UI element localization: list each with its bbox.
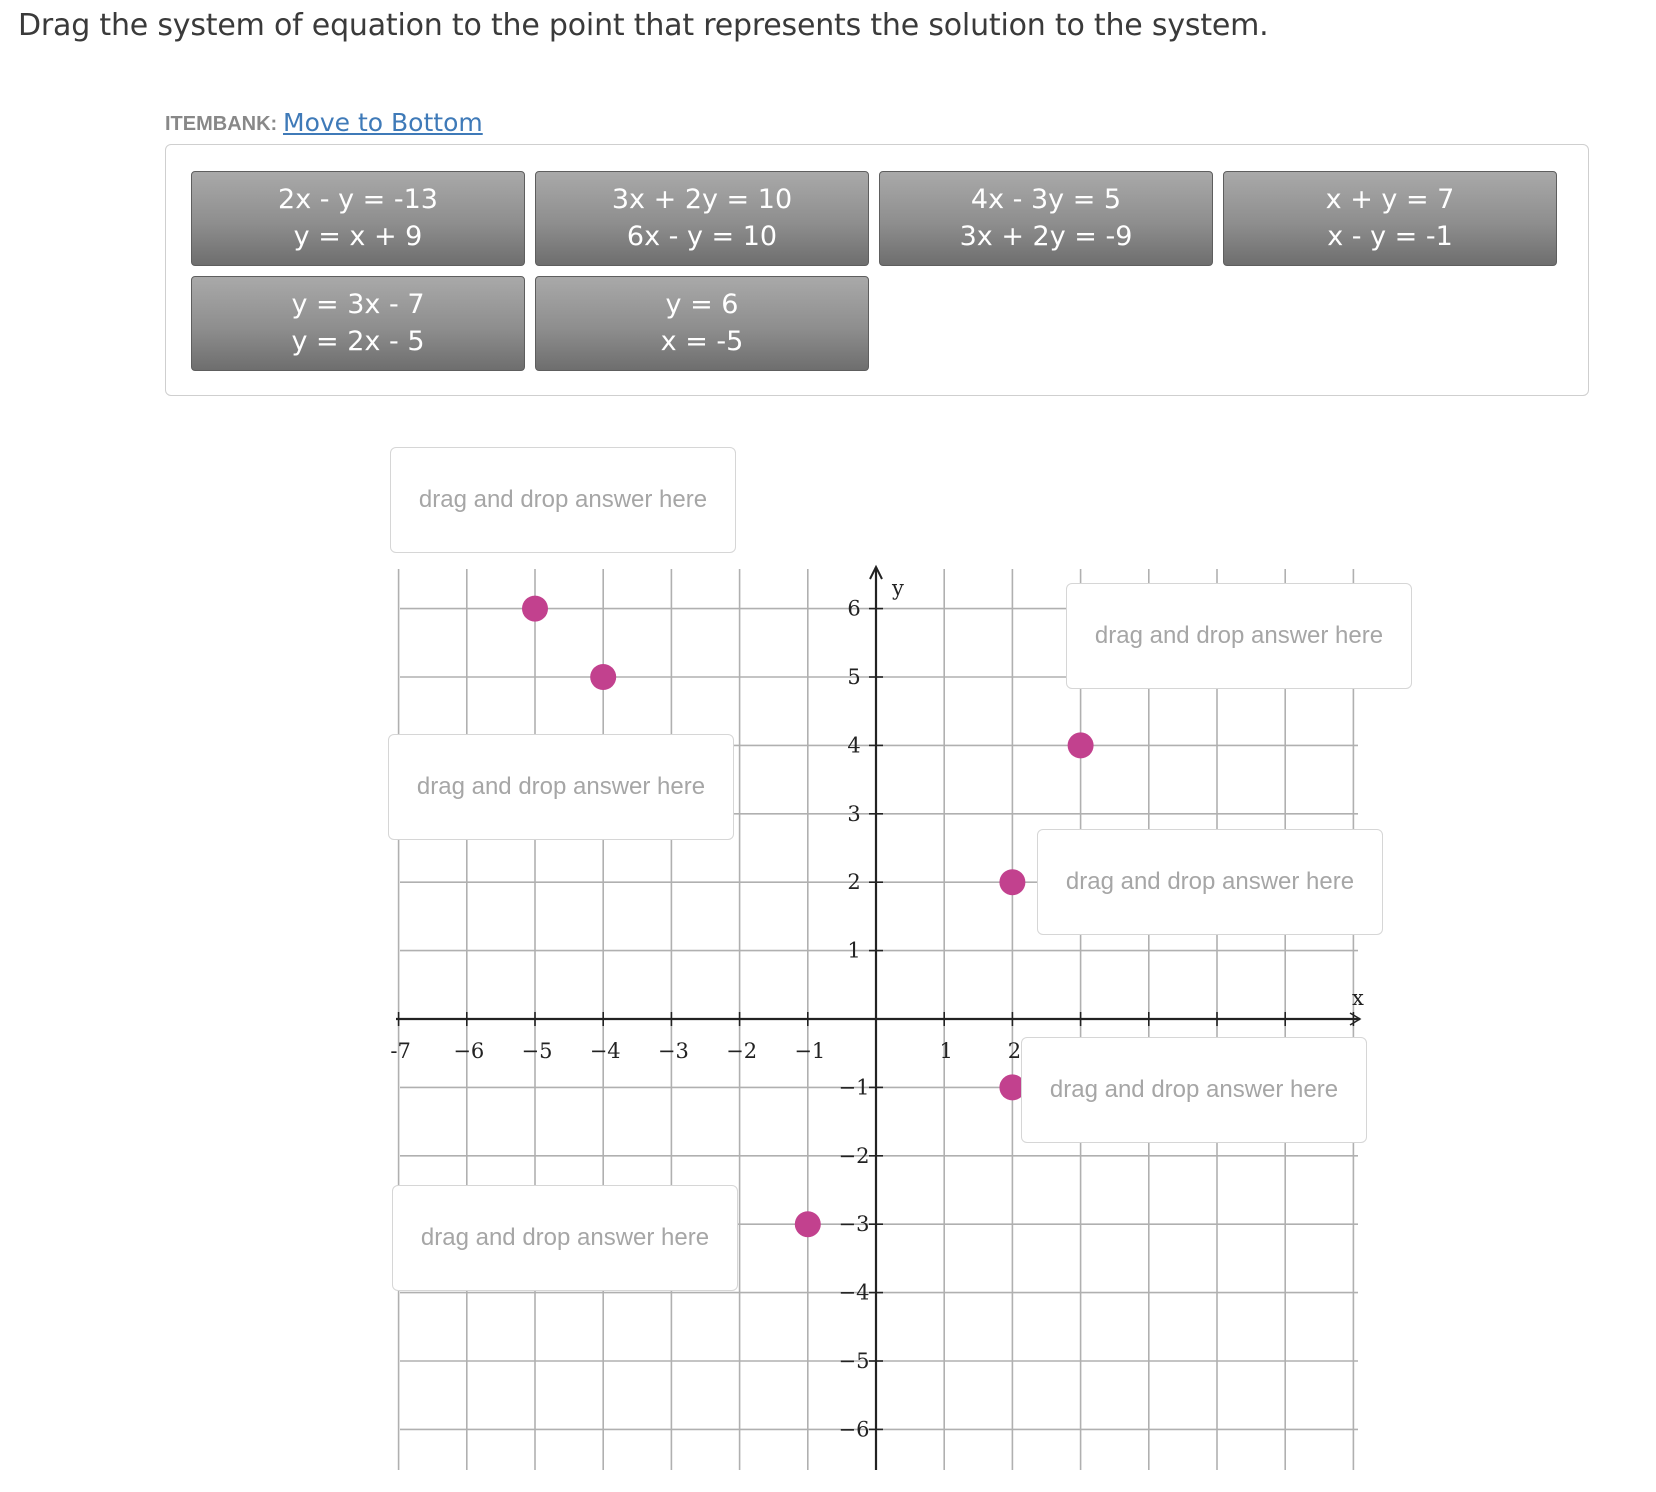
y-tick-label: −3 — [838, 1212, 870, 1237]
drop-zone-6[interactable]: drag and drop answer here — [392, 1185, 738, 1291]
tile-equation-line: x = -5 — [660, 326, 744, 357]
solution-point — [590, 664, 616, 690]
tile-equation-line: 3x + 2y = -9 — [959, 221, 1133, 252]
x-tick-label: −2 — [726, 1039, 758, 1063]
drop-zone-2[interactable]: drag and drop answer here — [1066, 583, 1412, 689]
solution-point — [999, 869, 1025, 895]
drop-zone-3[interactable]: drag and drop answer here — [388, 734, 734, 840]
x-tick-label: 1 — [939, 1039, 953, 1063]
y-tick-label: 2 — [847, 870, 861, 895]
tile-equation-line: y = x + 9 — [293, 221, 423, 252]
tile-equation-line: 4x - 3y = 5 — [970, 184, 1122, 215]
question-prompt: Drag the system of equation to the point that represents the solution to the system. — [18, 8, 1269, 43]
y-tick-label: 5 — [847, 665, 861, 689]
y-tick-label: 3 — [847, 801, 861, 826]
x-tick-label: −6 — [453, 1039, 485, 1063]
x-tick-label: −3 — [657, 1039, 689, 1063]
solution-point — [522, 596, 548, 622]
tile-equation-line: y = 3x - 7 — [291, 289, 425, 320]
move-to-bottom-link[interactable]: Move to Bottom — [283, 108, 483, 137]
x-tick-label: −4 — [589, 1039, 621, 1063]
drop-zone-5[interactable]: drag and drop answer here — [1021, 1037, 1367, 1143]
y-tick-label: 4 — [847, 733, 861, 758]
y-tick-label: −5 — [838, 1349, 870, 1373]
y-tick-label: 6 — [847, 596, 861, 621]
tile-equation-line: 6x - y = 10 — [626, 221, 778, 252]
tile-equation-line: 3x + 2y = 10 — [611, 184, 793, 215]
y-tick-label: 1 — [847, 938, 861, 963]
drop-zone-4[interactable]: drag and drop answer here — [1037, 829, 1383, 935]
y-tick-label: −2 — [838, 1143, 870, 1168]
tile-equation-line: y = 2x - 5 — [291, 326, 425, 357]
drop-zone-1[interactable]: drag and drop answer here — [390, 447, 736, 553]
x-tick-label: -7 — [390, 1039, 411, 1063]
x-axis-label: x — [1352, 986, 1364, 1010]
solution-point — [1068, 732, 1094, 758]
tile-equation-line: y = 6 — [665, 289, 739, 320]
x-tick-label: 2 — [1007, 1039, 1022, 1063]
y-tick-label: −6 — [838, 1417, 870, 1442]
y-axis-label: y — [892, 576, 904, 600]
tile-equation-line: 2x - y = -13 — [278, 184, 438, 215]
x-tick-label: −1 — [794, 1039, 826, 1063]
y-tick-label: −4 — [838, 1280, 870, 1305]
tile-equation-line: x - y = -1 — [1327, 221, 1453, 252]
y-tick-label: −1 — [838, 1075, 870, 1100]
solution-point — [795, 1211, 821, 1237]
itembank-label: ITEMBANK: — [165, 113, 278, 135]
x-tick-label: −5 — [521, 1039, 553, 1063]
tile-equation-line: x + y = 7 — [1325, 184, 1455, 215]
